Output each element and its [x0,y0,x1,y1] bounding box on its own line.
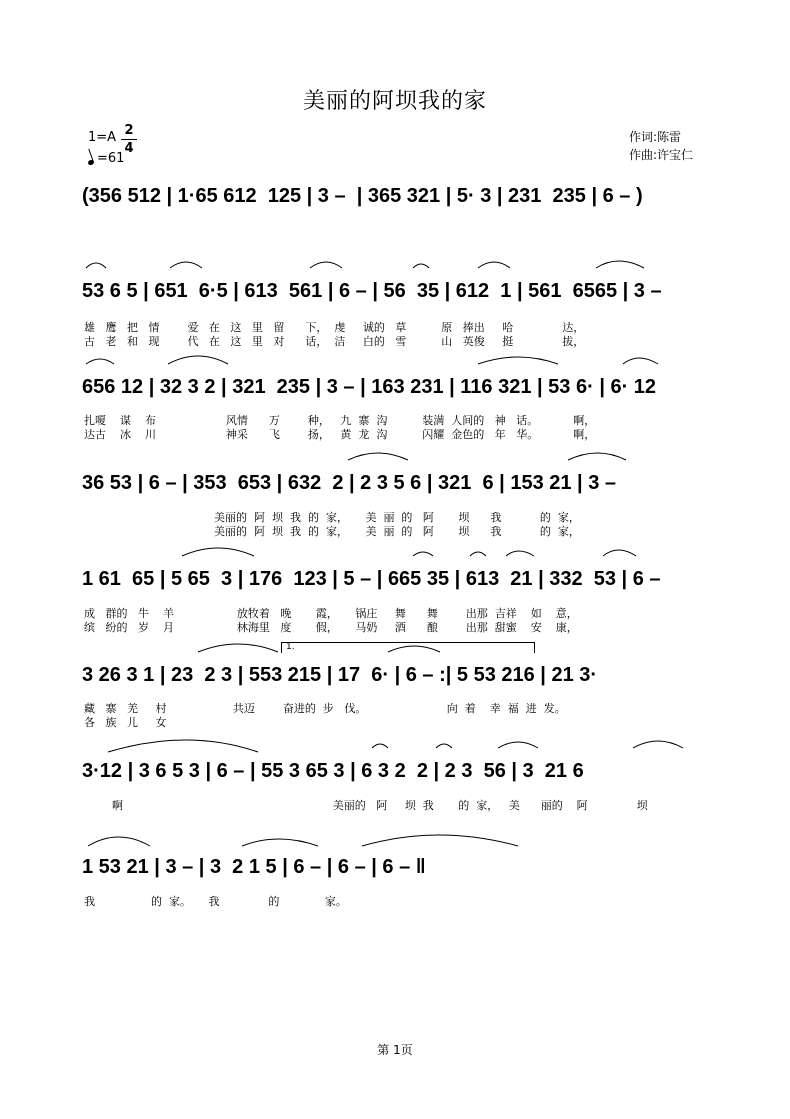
tempo-value: =61 [97,151,125,166]
score-line-7 [78,750,730,798]
lyric-line: 扎嗄 谋 布 风情 万 种， 九 寨 沟 装满 人间的 神 话。 啊， [84,414,596,427]
notation-text: 53 6 5 | 651 6·5 | 613 561 | 6 – | 56 35 | 612 1 | 561 6565 | 3 – [82,280,662,302]
slur-marks [78,830,730,850]
score-line-5 [78,558,730,606]
lyric-line: 雄 鹰 把 情 爱 在 这 里 留 下， 虔 诚的 草 原 捧出 哈 达， [84,321,585,334]
lyric-line: 藏 寨 羌 村 共迈 奋进的 步 伐。 向 着 幸 福 进 发。 [84,702,566,715]
notation-text: 3 26 3 1 | 23 2 3 | 553 215 | 17 6· | 6 – :| 5 53 216 | 21 3· [82,664,598,686]
slur-marks [78,254,730,274]
slur-marks [78,638,730,658]
tempo-marking [88,151,124,166]
meter-top: 2 [124,123,134,138]
notation-text: 3·12 | 3 6 5 3 | 6 – | 55 3 65 3 | 6 3 2 2 | 2 3 56 | 3 21 6 [82,760,584,782]
lyricist-credit: 作词:陈雷 [629,130,682,144]
score-line-6 [78,654,730,702]
score-line-4 [78,462,730,510]
slur-marks [78,350,730,370]
page-number: 第 1页 [377,1043,413,1057]
slur-marks [78,542,730,562]
key-signature: 1=A [88,130,117,145]
score-line-1 [78,175,730,223]
song-title: 美丽的阿坝我的家 [302,89,487,114]
meter-bottom: 4 [121,139,137,157]
lyric-line: 缤 纷的 岁 月 林海里 度 假， 马奶 酒 酿 出那 甜蜜 安 康， [84,621,578,634]
lyric-line: 我 的 家。 我 的 家。 [84,895,347,908]
notation-text: 1 61 65 | 5 65 3 | 176 123 | 5 – | 665 35 | 613 21 | 332 53 | 6 – [82,568,661,590]
slur-marks [78,734,730,754]
lyric-line: 美丽的 阿 坝 我 的 家， 美 丽 的 阿 坝 我 的 家， [214,511,580,524]
lyric-line: 啊 美丽的 阿 坝 我 的 家， 美 丽的 阿 坝 [112,799,648,812]
volta-label: 1. [286,642,295,652]
score-line-8 [78,846,730,894]
slur-marks [78,446,730,466]
score-line-3 [78,366,730,414]
composer-credit: 作曲:许宝仁 [629,148,694,162]
notation-text: 1 53 21 | 3 – | 3 2 1 5 | 6 – | 6 – | 6 – ‖ [82,856,426,878]
score-line-2 [78,270,730,318]
lyric-line: 美丽的 阿 坝 我 的 家， 美 丽 的 阿 坝 我 的 家， [214,525,580,538]
lyric-line: 各 族 儿 女 [84,716,167,729]
lyric-line: 成 群的 牛 羊 放牧着 晚 霞， 锅庄 舞 舞 出那 吉祥 如 意， [84,607,578,620]
notation-text: (356 512 | 1·65 612 125 | 3 – | 365 321 | 5· 3 | 231 235 | 6 – ) [82,185,643,207]
notation-text: 36 53 | 6 – | 353 653 | 632 2 | 2 3 5 6 | 321 6 | 153 21 | 3 – [82,472,617,494]
quarter-note-icon [87,159,94,166]
notation-text: 656 12 | 32 3 2 | 321 235 | 3 – | 163 231 | 116 321 | 53 6· | 6· 12 [82,376,657,398]
lyric-line: 达古 冰 川 神采 飞 扬， 黄 龙 沟 闪耀 金色的 年 华。 啊， [84,428,596,441]
lyric-line: 古 老 和 现 代 在 这 里 对 话， 洁 白的 雪 山 英俊 挺 拔， [84,335,585,348]
